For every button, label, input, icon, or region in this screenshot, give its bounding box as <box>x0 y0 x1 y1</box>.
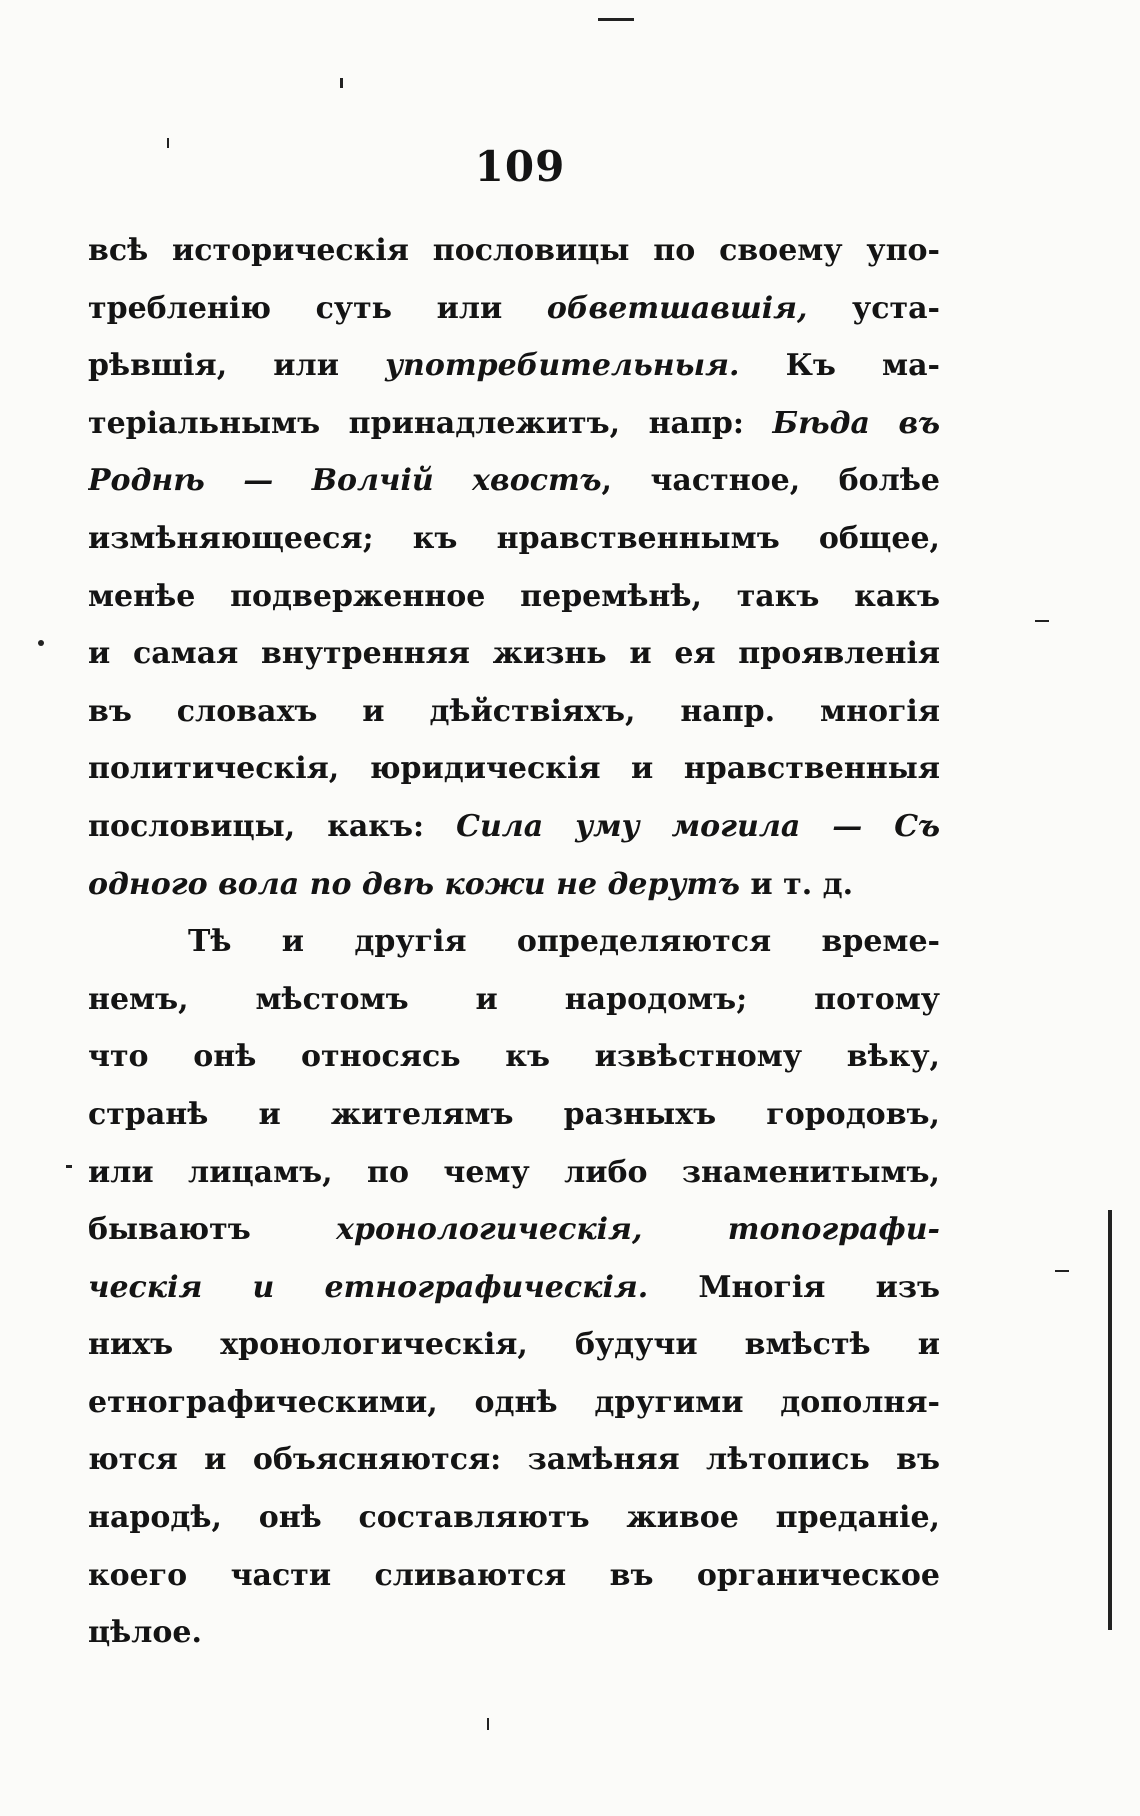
text-segment: всѣ историческія пословицы по своему упо- <box>88 233 940 268</box>
italic-segment: Бѣда въ <box>772 405 940 441</box>
text-line <box>88 1259 940 1317</box>
text-segment: требленію суть или <box>88 290 547 326</box>
text-segment: Тѣ и другія определяются време- <box>188 924 940 960</box>
text-line <box>88 683 940 741</box>
text-segment: нихъ хронологическія, будучи вмѣстѣ и <box>88 1327 940 1363</box>
text-line <box>88 280 940 338</box>
text-line <box>88 337 940 395</box>
text-line <box>88 510 940 568</box>
text-segment: народѣ, онѣ составляютъ живое преданіе, <box>88 1500 940 1536</box>
scan-mark <box>487 1718 489 1730</box>
text-segment: рѣвшія, или <box>88 348 386 384</box>
text-segment: етнографическими, однѣ другими дополня- <box>88 1384 940 1420</box>
italic-segment: Сила уму могила — Съ <box>456 808 940 844</box>
text-line <box>88 971 940 1029</box>
text-line <box>88 1201 940 1259</box>
scan-mark <box>66 1165 72 1168</box>
text-segment: пословицы, какъ: <box>88 808 457 844</box>
text-segment: цѣлое. <box>88 1615 202 1651</box>
text-segment: коего части сливаются въ органическое <box>88 1557 940 1593</box>
text-line <box>88 740 940 798</box>
text-line <box>88 222 940 280</box>
text-line <box>88 856 940 914</box>
text-segment: странѣ и жителямъ разныхъ городовъ, <box>88 1096 940 1132</box>
text-segment: менѣе подверженное перемѣнѣ, такъ какъ <box>88 578 940 614</box>
text-segment: уста- <box>807 290 940 326</box>
text-segment: политическія, юридическія и нравственныя <box>88 751 940 787</box>
text-line <box>88 568 940 626</box>
text-line <box>88 1489 940 1547</box>
text-line <box>88 1316 940 1374</box>
body-text <box>88 222 940 1662</box>
scan-mark <box>1055 1270 1069 1272</box>
scan-mark <box>1035 620 1049 622</box>
text-line <box>88 395 940 453</box>
text-segment: измѣняющееся; къ нравственнымъ общее, <box>88 520 940 556</box>
text-line <box>88 1086 940 1144</box>
page-number: 109 <box>474 142 566 191</box>
text-line <box>88 625 940 683</box>
text-segment: и т. д. <box>739 866 854 902</box>
italic-segment: употребительныя. <box>385 348 740 384</box>
scan-mark <box>598 18 634 21</box>
text-segment: или лицамъ, по чему либо знаменитымъ, <box>88 1154 940 1190</box>
scan-mark <box>340 78 343 88</box>
text-segment: что онѣ относясь къ извѣстному вѣку, <box>88 1039 940 1075</box>
italic-segment: Роднѣ — Волчій хвостъ <box>88 463 602 499</box>
italic-segment: хронологическія, топографи- <box>336 1212 940 1248</box>
italic-segment: ческія и етнографическія. <box>88 1269 649 1305</box>
text-line <box>88 1028 940 1086</box>
text-line <box>88 1374 940 1432</box>
scan-mark <box>38 640 44 646</box>
text-line <box>88 1144 940 1202</box>
text-line <box>88 452 940 510</box>
text-line <box>88 1431 940 1489</box>
text-line <box>88 798 940 856</box>
text-segment: Къ ма- <box>739 348 940 384</box>
text-segment: Многія изъ <box>648 1269 940 1305</box>
scan-mark <box>167 138 169 148</box>
text-segment: ются и объясняются: замѣняя лѣтопись въ <box>88 1442 940 1478</box>
text-segment: немъ, мѣстомъ и народомъ; потому <box>88 981 940 1017</box>
text-segment: теріальнымъ принадлежитъ, напр: <box>88 405 773 441</box>
scan-edge <box>1108 1210 1112 1630</box>
text-line <box>88 913 940 971</box>
italic-segment: обветшавшія, <box>546 290 808 326</box>
text-segment: и самая внутренняя жизнь и ея проявленія <box>88 636 940 672</box>
text-line <box>88 1604 940 1662</box>
text-segment: , частное, болѣе <box>601 463 940 499</box>
text-segment: бываютъ <box>88 1212 337 1248</box>
text-line <box>88 1547 940 1605</box>
text-segment: въ словахъ и дѣйствіяхъ, напр. многія <box>88 693 940 729</box>
italic-segment: одного вола по двѣ кожи не дерутъ <box>88 866 740 902</box>
